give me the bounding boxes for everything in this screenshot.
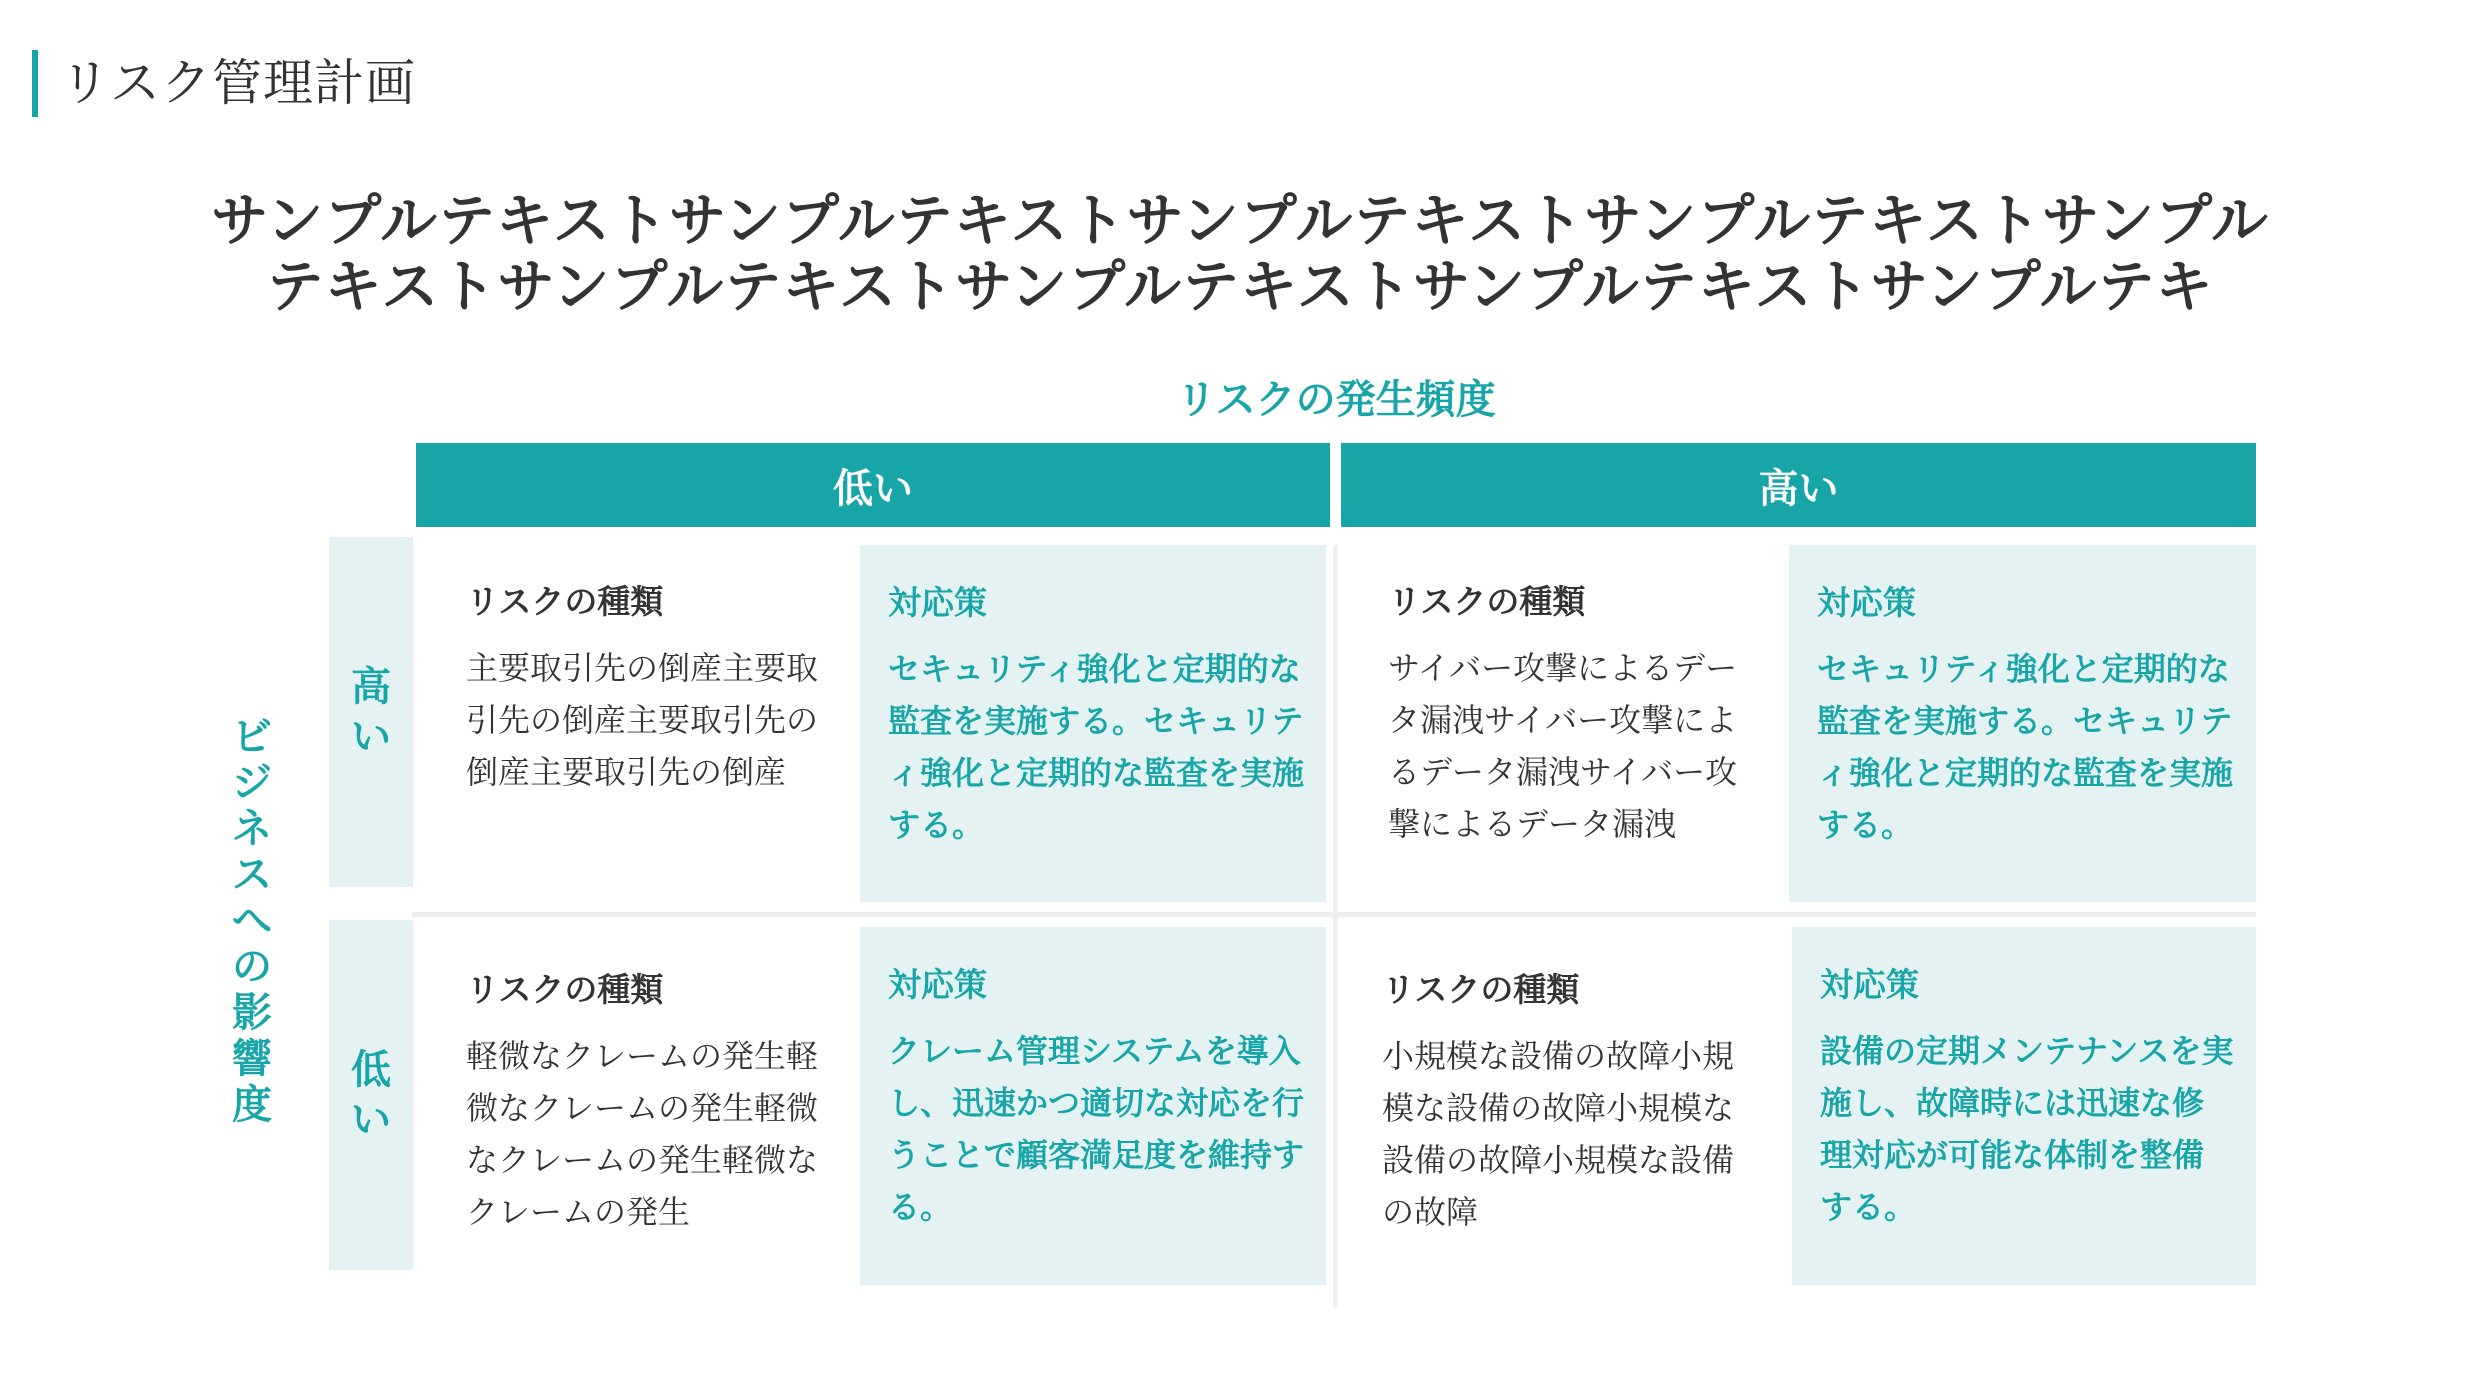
risk-type-text: 軽微なクレームの発生軽微なクレームの発生軽微なクレームの発生軽微なクレームの発生	[466, 1037, 819, 1231]
cell-low-low-risk	[466, 968, 826, 1238]
vertical-char: 低	[351, 1047, 391, 1093]
risk-type-text: サイバー攻撃によるデータ漏洩サイバー攻撃によるデータ漏洩サイバー攻撃によるデータ漏洩	[1388, 649, 1738, 843]
measure-text: セキュリティ強化と定期的な監査を実施する。セキュリティ強化と定期的な監査を実施する。	[888, 650, 1305, 844]
vertical-char: へ	[232, 898, 272, 944]
vertical-char: 度	[232, 1082, 272, 1128]
lead-text: サンプルテキストサンプルテキストサンプルテキストサンプルテキストサンプルテキストサンプルテキストサンプルテキストサンプルテキストサンプルテキ	[211, 188, 2269, 320]
x-axis-label: リスクの発生頻度	[1176, 377, 1496, 423]
title-accent-bar	[32, 50, 38, 117]
vertical-char: い	[351, 1097, 391, 1143]
vertical-char: ス	[232, 852, 272, 898]
vertical-char: の	[232, 944, 272, 990]
measure-label: 対応策	[1817, 583, 1916, 622]
measure-label: 対応策	[888, 583, 987, 622]
y-axis-label	[222, 714, 282, 1128]
vertical-char: 響	[232, 1036, 272, 1082]
column-header-low: 低い	[416, 443, 1330, 527]
vertical-char: 高	[351, 664, 391, 710]
vertical-char: ジ	[232, 760, 272, 806]
measure-text: セキュリティ強化と定期的な監査を実施する。セキュリティ強化と定期的な監査を実施する。	[1817, 650, 2234, 844]
measure-text: クレーム管理システムを導入し、迅速かつ適切な対応を行うことで顧客満足度を維持する。	[888, 1032, 1305, 1226]
vertical-char: ネ	[232, 806, 272, 852]
row-header-high	[329, 537, 413, 887]
cell-low-low-measure	[860, 927, 1326, 1285]
risk-type-label: リスクの種類	[1388, 582, 1586, 621]
column-header-high: 高い	[1341, 443, 2256, 527]
cell-low-high-measure	[1792, 927, 2256, 1285]
risk-type-label: リスクの種類	[1382, 970, 1580, 1009]
measure-label: 対応策	[888, 965, 987, 1004]
cell-high-high-risk	[1388, 580, 1748, 850]
risk-type-label: リスクの種類	[466, 970, 664, 1009]
vertical-char: ビ	[232, 714, 272, 760]
cell-high-high-measure	[1789, 545, 2256, 902]
measure-text: 設備の定期メンテナンスを実施し、故障時には迅速な修理対応が可能な体制を整備する。	[1820, 1032, 2234, 1226]
column-divider	[1333, 545, 1338, 1307]
risk-type-text: 主要取引先の倒産主要取引先の倒産主要取引先の倒産主要取引先の倒産	[466, 649, 819, 791]
cell-high-low-measure	[860, 545, 1326, 902]
risk-type-text: 小規模な設備の故障小規模な設備の故障小規模な設備の故障小規模な設備の故障	[1382, 1037, 1735, 1231]
risk-type-label: リスクの種類	[466, 582, 664, 621]
vertical-char: い	[351, 714, 391, 760]
measure-label: 対応策	[1820, 965, 1919, 1004]
row-header-low	[329, 920, 413, 1270]
page-title: リスク管理計画	[60, 54, 416, 112]
cell-high-low-risk	[466, 580, 826, 798]
cell-low-high-risk	[1382, 968, 1742, 1238]
vertical-char: 影	[232, 990, 272, 1036]
